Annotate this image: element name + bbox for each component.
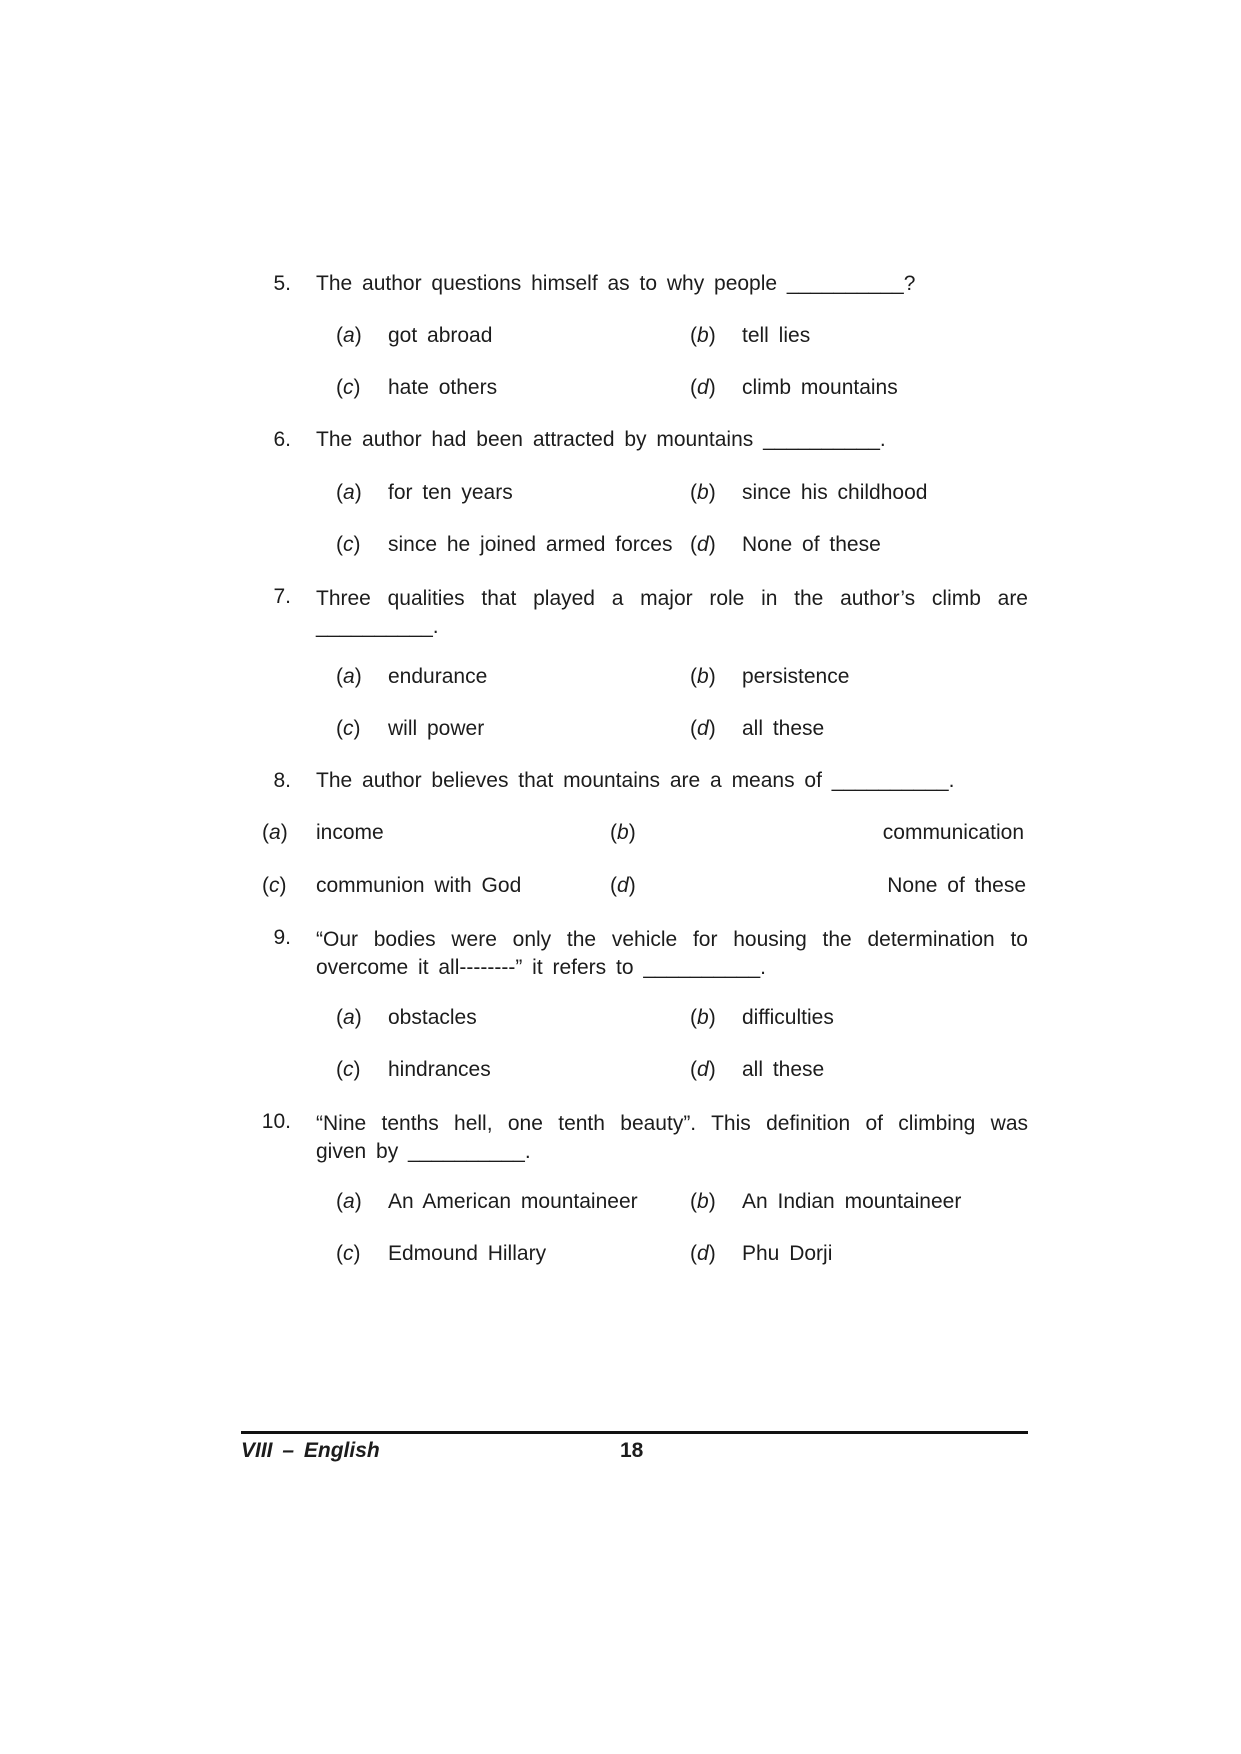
- option-label: (c): [262, 874, 287, 897]
- question-10: [0, 1110, 1241, 1163]
- question-number: 9.: [273, 926, 291, 949]
- option-label: (b): [690, 1006, 716, 1029]
- option-text: got abroad: [388, 324, 493, 347]
- option-text: income: [316, 821, 384, 844]
- option-text: communication: [882, 821, 1024, 844]
- option-label: (d): [690, 1242, 716, 1265]
- option-text: None of these: [887, 874, 1026, 897]
- option-label: (c): [336, 533, 361, 556]
- question-text: “Nine tenths hell, one tenth beauty”. This definition of climbing was given by __________.: [316, 1112, 1028, 1163]
- option-text: climb mountains: [742, 376, 898, 399]
- question-text: The author had been attracted by mountains __________.: [316, 428, 886, 451]
- question-9: [0, 926, 1241, 979]
- option-text: since he joined armed forces: [388, 533, 673, 556]
- question-number: 7.: [273, 585, 291, 608]
- option-text: for ten years: [388, 481, 513, 504]
- option-label: (a): [336, 1190, 362, 1213]
- option-label: (b): [610, 821, 636, 844]
- option-text: None of these: [742, 533, 881, 556]
- question-number: 6.: [273, 428, 291, 451]
- option-text: all these: [742, 1058, 825, 1081]
- option-label: (a): [336, 665, 362, 688]
- option-text: obstacles: [388, 1006, 477, 1029]
- option-label: (b): [690, 481, 716, 504]
- option-text: communion with God: [316, 874, 522, 897]
- question-number: 10.: [261, 1110, 291, 1133]
- option-text: An American mountaineer: [388, 1190, 638, 1213]
- page-number: 18: [620, 1439, 644, 1462]
- footer-subject: VIII – English: [241, 1439, 380, 1462]
- option-text: An Indian mountaineer: [742, 1190, 962, 1213]
- question-number: 5.: [273, 272, 291, 295]
- option-label: (a): [262, 821, 288, 844]
- question-number: 8.: [273, 769, 291, 792]
- option-label: (a): [336, 324, 362, 347]
- question-text: The author questions himself as to why people __________?: [316, 272, 916, 295]
- question-text: “Our bodies were only the vehicle for housing the determination to overcome it all--------” it refers to __________.: [316, 928, 1028, 979]
- option-text: hate others: [388, 376, 498, 399]
- option-label: (d): [690, 533, 716, 556]
- option-text: Edmound Hillary: [388, 1242, 547, 1265]
- question-7: [0, 585, 1241, 638]
- option-label: (c): [336, 376, 361, 399]
- option-text: since his childhood: [742, 481, 928, 504]
- option-label: (b): [690, 1190, 716, 1213]
- footer-divider: [241, 1431, 1028, 1434]
- option-label: (c): [336, 1242, 361, 1265]
- option-8b-text: [760, 821, 1024, 851]
- option-label: (a): [336, 481, 362, 504]
- option-label: (d): [690, 376, 716, 399]
- question-text: The author believes that mountains are a means of __________.: [316, 769, 955, 792]
- option-text: persistence: [742, 665, 850, 688]
- option-label: (d): [610, 874, 636, 897]
- option-label: (a): [336, 1006, 362, 1029]
- option-text: hindrances: [388, 1058, 491, 1081]
- option-text: tell lies: [742, 324, 811, 347]
- question-6: [0, 428, 1241, 458]
- option-label: (c): [336, 717, 361, 740]
- option-label: (b): [690, 665, 716, 688]
- question-8: [0, 769, 1241, 799]
- option-text: all these: [742, 717, 825, 740]
- option-label: (d): [690, 717, 716, 740]
- option-text: will power: [388, 717, 485, 740]
- option-8d-text: [760, 874, 1026, 904]
- question-text: Three qualities that played a major role in the author’s climb are __________.: [316, 587, 1028, 638]
- question-5: [0, 272, 1241, 302]
- option-text: difficulties: [742, 1006, 834, 1029]
- option-label: (b): [690, 324, 716, 347]
- option-label: (c): [336, 1058, 361, 1081]
- option-text: endurance: [388, 665, 488, 688]
- option-text: Phu Dorji: [742, 1242, 833, 1265]
- option-label: (d): [690, 1058, 716, 1081]
